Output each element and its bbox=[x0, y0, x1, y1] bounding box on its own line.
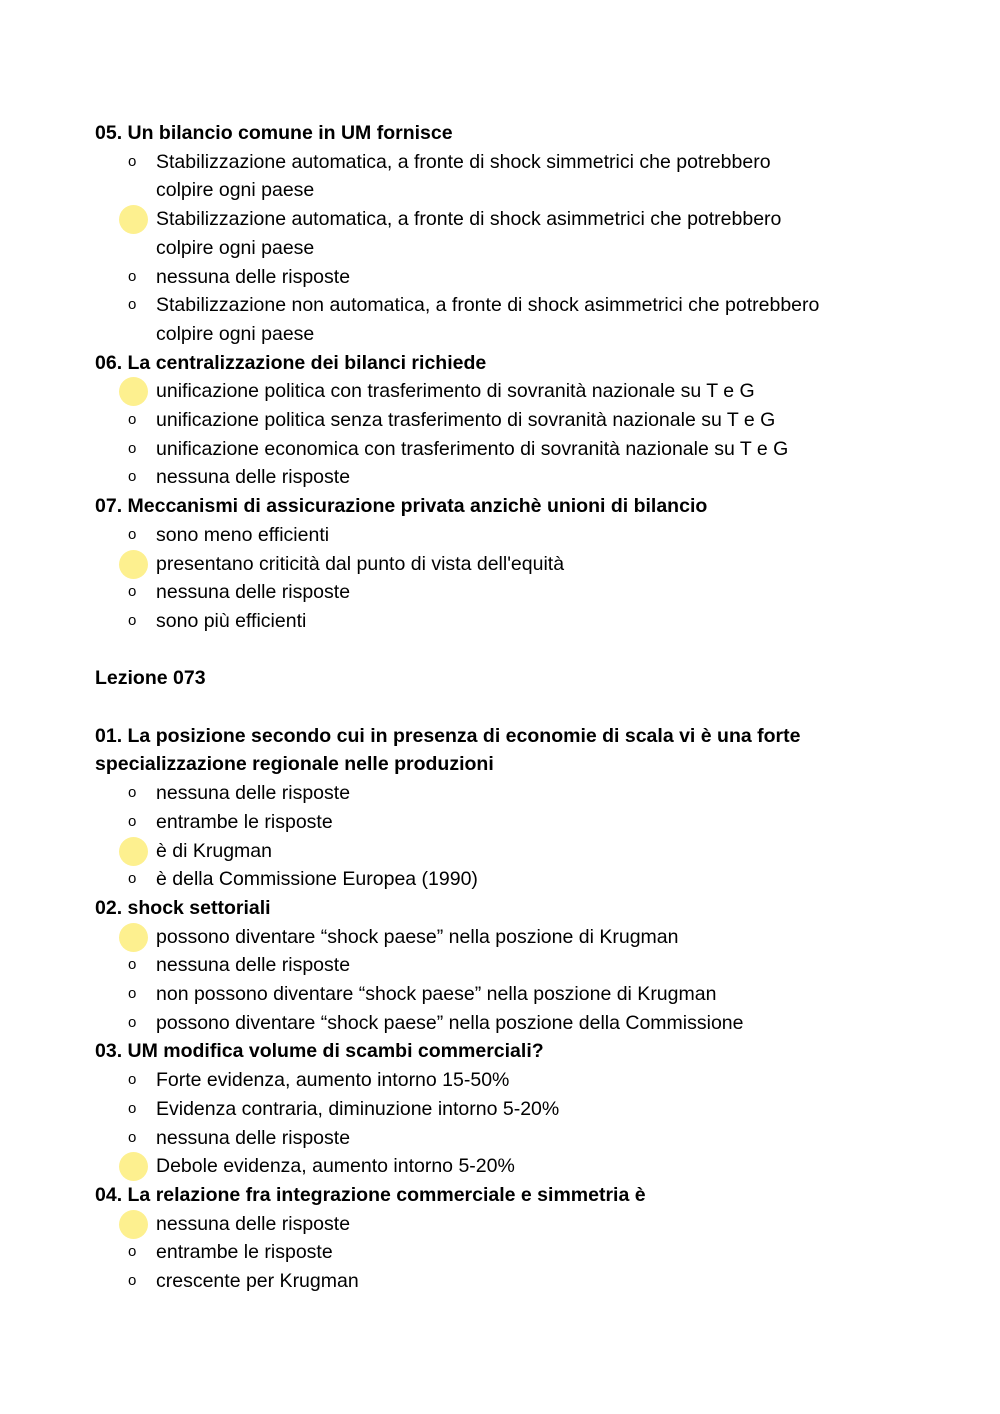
bullet-icon: o bbox=[128, 1099, 137, 1117]
bullet-icon: o bbox=[128, 611, 137, 629]
bullet-icon: o bbox=[128, 152, 137, 170]
selected-answer-highlight bbox=[119, 1210, 148, 1239]
selected-answer-highlight bbox=[119, 837, 148, 866]
answer-option: o nessuna delle risposte bbox=[95, 263, 955, 292]
selected-answer-highlight bbox=[119, 1152, 148, 1181]
question-title: 01. La posizione secondo cui in presenza di economie di scala vi è una forte bbox=[95, 724, 801, 747]
answer-option: presentano criticità dal punto di vista dell'equità bbox=[95, 550, 955, 579]
answer-option: o sono più efficienti bbox=[95, 607, 955, 636]
bullet-icon: o bbox=[128, 870, 137, 888]
question-title: 03. UM modifica volume di scambi commerciali? bbox=[95, 1040, 544, 1063]
bullet-icon: o bbox=[128, 985, 137, 1003]
bullet-icon: o bbox=[128, 468, 137, 486]
answer-option: o nessuna delle risposte bbox=[95, 951, 955, 980]
answer-option: o entrambe le risposte bbox=[95, 808, 955, 837]
question-title: 02. shock settoriali bbox=[95, 896, 271, 919]
selected-answer-highlight bbox=[119, 377, 148, 406]
question-title: 06. La centralizzazione dei bilanci richiede bbox=[95, 351, 487, 374]
question-title: 07. Meccanismi di assicurazione privata anzichè unioni di bilancio bbox=[95, 495, 708, 518]
bullet-icon: o bbox=[128, 784, 137, 802]
answer-option: o è della Commissione Europea (1990) bbox=[95, 865, 955, 894]
bullet-icon: o bbox=[128, 267, 137, 285]
answer-option: o crescente per Krugman bbox=[95, 1267, 955, 1296]
document-page bbox=[95, 119, 955, 1296]
answer-option: o nessuna delle risposte bbox=[95, 578, 955, 607]
selected-answer-highlight bbox=[119, 923, 148, 952]
answer-option: o Stabilizzazione automatica, a fronte di shock simmetrici che potrebbero bbox=[95, 148, 955, 177]
spacer bbox=[95, 636, 955, 665]
question-title: 04. La relazione fra integrazione commerciale e simmetria è bbox=[95, 1183, 646, 1206]
answer-option: nessuna delle risposte bbox=[95, 1210, 955, 1239]
answer-option: è di Krugman bbox=[95, 837, 955, 866]
answer-option: colpire ogni paese bbox=[156, 322, 315, 345]
bullet-icon: o bbox=[128, 525, 137, 543]
bullet-icon: o bbox=[128, 956, 137, 974]
answer-option: o entrambe le risposte bbox=[95, 1238, 955, 1267]
answer-option: o non possono diventare “shock paese” nella poszione di Krugman bbox=[95, 980, 955, 1009]
answer-option: Debole evidenza, aumento intorno 5-20% bbox=[95, 1152, 955, 1181]
answer-option: o possono diventare “shock paese” nella poszione della Commissione bbox=[95, 1009, 955, 1038]
selected-answer-highlight bbox=[119, 550, 148, 579]
bullet-icon: o bbox=[128, 1013, 137, 1031]
answer-option: o nessuna delle risposte bbox=[95, 779, 955, 808]
question-title: 05. Un bilancio comune in UM fornisce bbox=[95, 122, 453, 144]
answer-option: possono diventare “shock paese” nella poszione di Krugman bbox=[95, 923, 955, 952]
selected-answer-highlight bbox=[119, 205, 148, 234]
answer-option: o nessuna delle risposte bbox=[95, 1124, 955, 1153]
bullet-icon: o bbox=[128, 1128, 137, 1146]
answer-option: Stabilizzazione automatica, a fronte di shock asimmetrici che potrebbero bbox=[95, 205, 955, 234]
answer-option: unificazione politica con trasferimento di sovranità nazionale su T e G bbox=[95, 377, 955, 406]
bullet-icon: o bbox=[128, 1272, 137, 1290]
bullet-icon: o bbox=[128, 296, 137, 314]
bullet-icon: o bbox=[128, 439, 137, 457]
lesson-heading: Lezione 073 bbox=[95, 667, 206, 690]
answer-option: o nessuna delle risposte bbox=[95, 463, 955, 492]
answer-option: o sono meno efficienti bbox=[95, 521, 955, 550]
bullet-icon: o bbox=[128, 1243, 137, 1261]
answer-option: o Stabilizzazione non automatica, a fronte di shock asimmetrici che potrebbero bbox=[95, 291, 955, 320]
answer-option: o unificazione politica senza trasferimento di sovranità nazionale su T e G bbox=[95, 406, 955, 435]
bullet-icon: o bbox=[128, 1071, 137, 1089]
answer-option: o Evidenza contraria, diminuzione intorno 5-20% bbox=[95, 1095, 955, 1124]
answer-option: colpire ogni paese bbox=[156, 236, 315, 259]
bullet-icon: o bbox=[128, 812, 137, 830]
spacer bbox=[95, 693, 955, 722]
answer-option: o Forte evidenza, aumento intorno 15-50% bbox=[95, 1066, 955, 1095]
answer-option: colpire ogni paese bbox=[156, 179, 315, 202]
bullet-icon: o bbox=[128, 411, 137, 429]
answer-option: o unificazione economica con trasferimento di sovranità nazionale su T e G bbox=[95, 435, 955, 464]
bullet-icon: o bbox=[128, 583, 137, 601]
question-title-line2: specializzazione regionale nelle produzioni bbox=[95, 753, 494, 776]
